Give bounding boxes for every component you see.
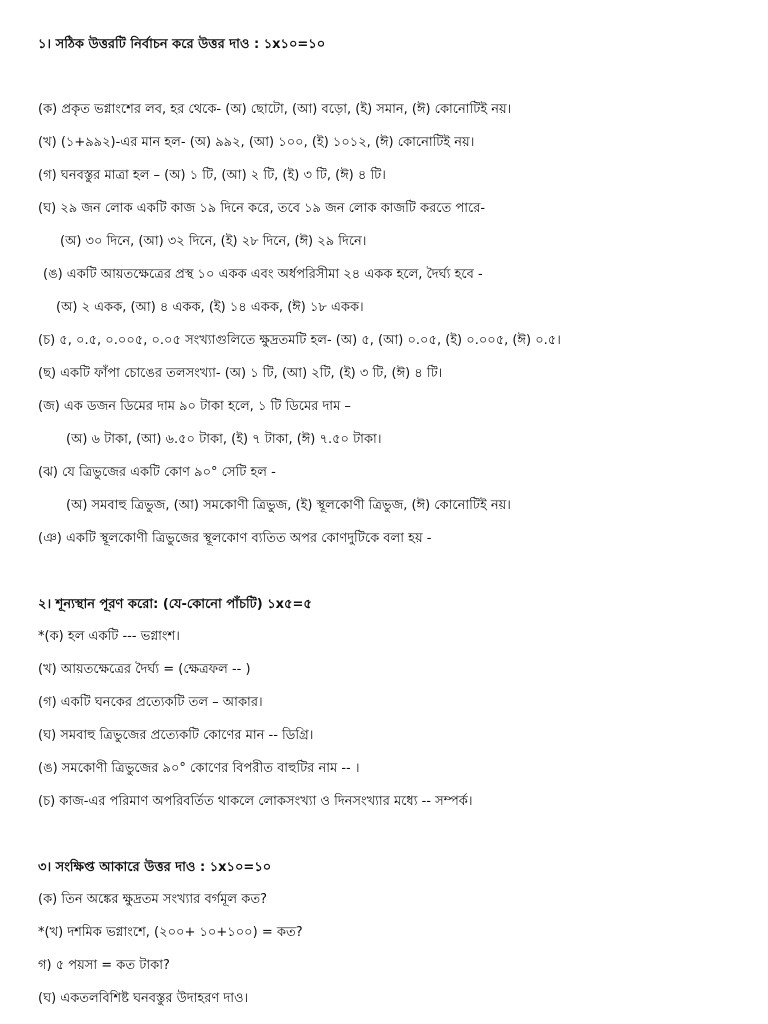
short-answer-gha: (ঘ) একতলবিশিষ্ট ঘনবস্তুর উদাহরণ দাও। — [38, 991, 249, 1006]
question-1-ja: (জ) এক ডজন ডিমের দাম ৯০ টাকা হলে, ১ টি ডিমের দাম – — [38, 399, 351, 414]
section-2-heading: ২। শূন্যস্থান পূরণ করো: (যে-কোনো পাঁচটি) ১x৫=৫ — [38, 597, 312, 612]
question-1-umo-options: (অ) ২ একক, (আ) ৪ একক, (ই) ১৪ একক, (ঈ) ১৮ একক। — [56, 300, 364, 315]
question-1-umo: (ঙ) একটি আয়তক্ষেত্রের প্রস্থ ১০ একক এবং অর্ধপরিসীমা ২৪ একক হলে, দৈর্ঘ্য হবে - — [43, 267, 483, 282]
fill-blank-ga: (গ) একটি ঘনকের প্রত্যেকটি তল – আকার। — [38, 695, 263, 710]
short-answer-ga: গ) ৫ পয়সা = কত টাকা? — [38, 958, 170, 973]
question-1-gha-options: (অ) ৩০ দিনে, (আ) ৩২ দিনে, (ই) ২৮ দিনে, (ঈ) ২৯ দিনে। — [60, 234, 367, 249]
short-answer-ka: (ক) তিন অঙ্কের ক্ষুদ্রতম সংখ্যার বর্গমূল কত? — [38, 892, 267, 907]
question-1-jha: (ঝ) যে ত্রিভুজের একটি কোণ ৯০° সেটি হল - — [38, 465, 276, 480]
section-1-heading: ১। সঠিক উত্তরটি নির্বাচন করে উত্তর দাও : ১x১০=১০ — [38, 37, 326, 52]
question-1-ja-options: (অ) ৬ টাকা, (আ) ৬.৫০ টাকা, (ই) ৭ টাকা, (ঈ) ৭.৫০ টাকা। — [66, 432, 382, 447]
question-1-cha: (চ) ৫, ০.৫, ০.০০৫, ০.০৫ সংখ্যাগুলিতে ক্ষুদ্রতমটি হল- (অ) ৫, (আ) ০.০৫, (ই) ০.০০৫, (ঈ) ০.৫। — [38, 333, 561, 348]
fill-blank-umo: (ঙ) সমকোণী ত্রিভুজের ৯০° কোণের বিপরীত বাহুটির নাম -- । — [38, 761, 360, 776]
fill-blank-cha: (চ) কাজ-এর পরিমাণ অপরিবর্তিত থাকলে লোকসংখ্যা ও দিনসংখ্যার মধ্যে -- সম্পর্ক। — [38, 794, 473, 809]
fill-blank-ka: *(ক) হল একটি --- ভগ্নাংশ। — [38, 629, 180, 644]
question-1-chha: (ছ) একটি ফাঁপা চোঙের তলসংখ্যা- (অ) ১ টি, (আ) ২টি, (ই) ৩ টি, (ঈ) ৪ টি। — [38, 366, 443, 381]
question-1-jha-options: (অ) সমবাহু ত্রিভুজ, (আ) সমকোণী ত্রিভুজ, (ই) স্থূলকোণী ত্রিভুজ, (ঈ) কোনোটিই নয়। — [66, 498, 511, 513]
question-1-nya: (ঞ) একটি স্থূলকোণী ত্রিভুজের স্থূলকোণ ব্যতিত অপর কোণদুটিকে বলা হয় - — [38, 531, 432, 546]
question-1-gha: (ঘ) ২৯ জন লোক একটি কাজ ১৯ দিনে করে, তবে ১৯ জন লোক কাজটি করতে পারে- — [38, 201, 486, 216]
section-3-heading: ৩। সংক্ষিপ্ত আকারে উত্তর দাও : ১x১০=১০ — [38, 860, 272, 875]
question-1-ga: (গ) ঘনবস্তুর মাত্রা হল – (অ) ১ টি, (আ) ২ টি, (ই) ৩ টি, (ঈ) ৪ টি। — [38, 168, 386, 183]
fill-blank-gha: (ঘ) সমবাহু ত্রিভুজের প্রত্যেকটি কোণের মান -- ডিগ্রি। — [38, 728, 314, 743]
short-answer-kha: *(খ) দশমিক ভগ্নাংশে, (২০০+ ১০+১০০) = কত? — [38, 925, 303, 940]
question-1-kha: (খ) (১+৯৯২)-এর মান হল- (অ) ৯৯২, (আ) ১০০, (ই) ১০১২, (ঈ) কোনোটিই নয়। — [38, 135, 475, 150]
question-1-ka: (ক) প্রকৃত ভগ্নাংশের লব, হর থেকে- (অ) ছোটো, (আ) বড়ো, (ই) সমান, (ঈ) কোনোটিই নয়। — [38, 102, 512, 117]
fill-blank-kha: (খ) আয়তক্ষেত্রের দৈর্ঘ্য = (ক্ষেত্রফল -- ) — [38, 662, 251, 677]
